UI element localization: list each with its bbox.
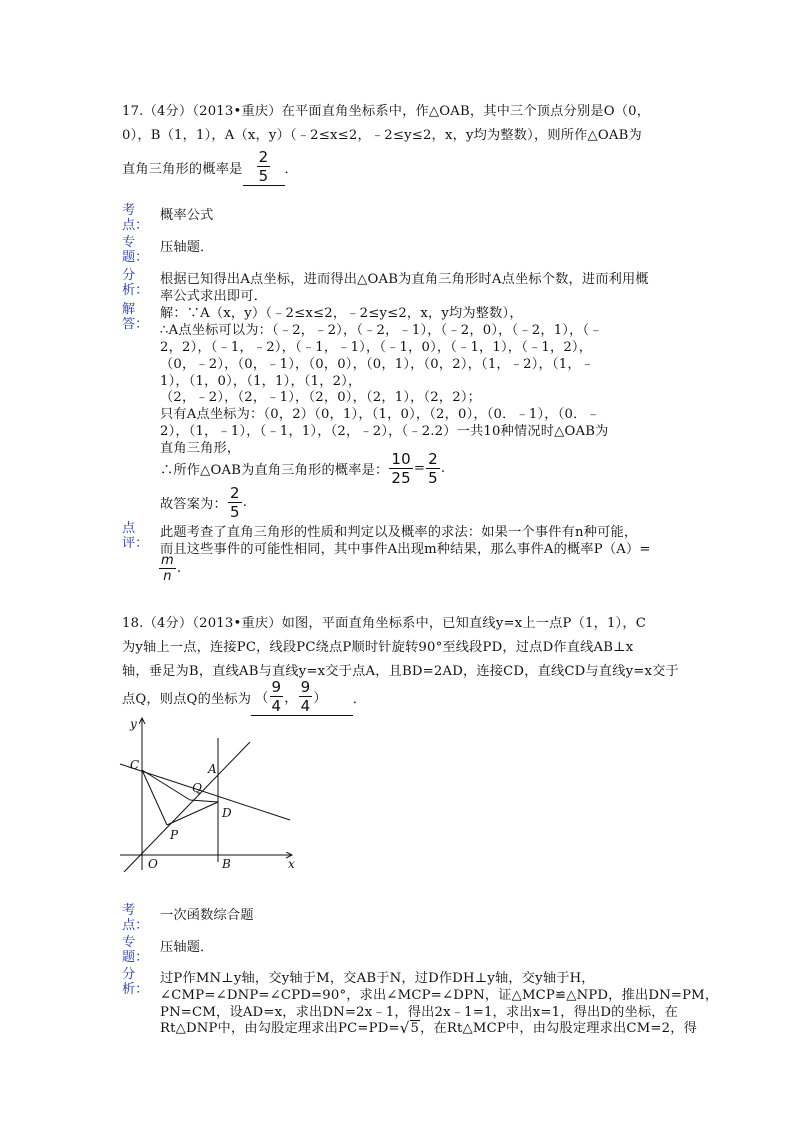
label-q: Q: [192, 781, 202, 795]
q18-answer-y-denominator: 4: [300, 697, 311, 715]
q18-fenxi-label: [122, 967, 148, 997]
q18-fenxi-line-1: 过P作MN⊥y轴，交y轴于M，交AB于N，过D作DH⊥y轴，交y轴于H，: [160, 971, 595, 986]
q18-zhuanti-label: [122, 935, 148, 965]
q17-answer-blank: [243, 148, 285, 186]
q18-kaodian-text: 一次函数综合题: [160, 908, 254, 923]
q17-question-tail: 直角三角形的概率是: [122, 161, 243, 177]
segment-q-d: [190, 800, 218, 802]
q17-dianping-label: [122, 521, 148, 551]
q18-zhuanti-text: 压轴题．: [160, 940, 214, 955]
q18-fenxi-line-3: PN=CM，设AD=x，求出DN=2x﹣1，得出2x﹣1=1，求出x=1，得出D的坐标，在: [160, 1005, 679, 1020]
q18-sqrt-radicand: 5: [410, 1021, 420, 1036]
q17-text-line-2: 0），B（1，1），A（x，y）（﹣2≤x≤2，﹣2≤y≤2，x，y均为整数），则所作△OAB为: [122, 128, 642, 143]
q17-answer-fraction: [257, 148, 271, 185]
q18-fenxi-label-2: 析：: [122, 982, 149, 997]
q18-answer-x-numerator: 9: [271, 678, 282, 696]
q17-jieda-line-8: 2），（1，﹣1），（﹣1，1），（2，﹣2），（﹣2.2）一共10种情况时△OAB为: [160, 424, 609, 439]
q17-jieda-label-2: 答：: [122, 317, 149, 332]
q17-fenxi-line-1: 根据已知得出A点坐标，进而得出△OAB为直角三角形时A点坐标个数，进而利用概: [160, 272, 649, 287]
q17-probability-numerator-2: 2: [428, 450, 438, 468]
q17-answer-line: [160, 484, 247, 521]
q17-fenxi-label-1: 分: [122, 268, 136, 283]
q18-text-line-1: 18.（4分）（2013•重庆）如图，平面直角坐标系中，已知直线y=x上一点P（1，1），C: [122, 616, 647, 631]
q17-dianping-line-1: 此题考查了直角三角形的性质和判定以及概率的求法：如果一个事件有n种可能，: [160, 525, 638, 540]
q17-jieda-line-5: 1），（1，0），（1，1），（1，2），: [160, 374, 362, 389]
q17-text-line-3: [122, 148, 298, 186]
q18-answer-fraction-y: [299, 678, 313, 715]
q18-zhuanti-label-1: 专: [122, 935, 136, 950]
q17-zhuanti-label-1: 专: [122, 235, 136, 250]
q18-text-line-3: 轴，垂足为B，直线AB与直线y=x交于点A，且BD=2AD，连接CD，直线CD与直线y=x交于: [122, 664, 679, 679]
q17-dianping-formula: [158, 553, 181, 584]
q17-dianping-denominator: n: [163, 569, 172, 584]
q18-text-line-2: 为y轴上一点，连接PC，线段PC绕点P顺时针旋转90°至线段PD，过点D作直线AB⊥x: [122, 640, 634, 655]
q18-fenxi-label-1: 分: [122, 967, 136, 982]
q18-kaodian-label-2: 点：: [122, 918, 149, 933]
q18-question-period: ．: [352, 691, 367, 707]
q17-dianping-period: .: [176, 561, 182, 576]
q18-answer-fraction-x: [270, 678, 284, 715]
q17-answer-text: 故答案为：: [160, 497, 227, 512]
q17-fenxi-label-2: 析：: [122, 283, 149, 298]
q18-answer-y-numerator: 9: [300, 678, 311, 696]
q17-jieda-line-3: 2，2），（﹣1，﹣2），（﹣1，﹣1），（﹣1，0），（﹣1，1），（﹣1，2），: [160, 340, 593, 355]
label-x: x: [288, 857, 295, 871]
q17-kaodian-label-2: 点：: [122, 218, 149, 233]
q17-final-answer-period: .: [242, 495, 248, 510]
q17-probability-numerator-1: 10: [391, 450, 411, 468]
q17-jieda-line-1: 解：∵A（x，y）（﹣2≤x≤2，﹣2≤y≤2，x，y均为整数），: [160, 306, 523, 321]
q18-question-tail: 点Q，则点Q的坐标为: [122, 691, 252, 707]
q18-text-line-4: [122, 678, 366, 716]
q18-answer-x-denominator: 4: [271, 697, 282, 715]
q18-fenxi-line-2: ∠CMP=∠DNP=∠CPD=90°，求出∠MCP=∠DPN，证△MCP≌△NPD，推出DN=PM，: [160, 988, 719, 1003]
label-a: A: [208, 762, 217, 776]
q17-dianping-numerator: m: [161, 553, 174, 568]
label-d: D: [222, 806, 232, 820]
q17-zhuanti-text: 压轴题．: [160, 240, 214, 255]
label-p: P: [170, 828, 179, 842]
q17-probability-period: .: [440, 461, 446, 476]
q17-probability-line: [160, 450, 445, 487]
q17-probability-text: ∴所作△OAB为直角三角形的概率是：: [160, 463, 389, 478]
q18-kaodian-label: [122, 903, 148, 933]
q18-answer-blank: [251, 678, 353, 716]
segment-pd: [167, 802, 218, 825]
q18-fenxi-line-4-text: Rt△DNP中，由勾股定理求出PC=PD=: [160, 1021, 400, 1036]
label-o: O: [148, 857, 158, 871]
q17-jieda-line-2: ∴A点坐标可以为：（﹣2，﹣2），（﹣2，﹣1），（﹣2，0），（﹣2，1），（﹣: [160, 323, 603, 338]
q17-kaodian-text: 概率公式: [160, 208, 214, 223]
q17-final-answer-numerator: 2: [229, 484, 240, 502]
q17-jieda-line-9: 直角三角形，: [160, 441, 241, 456]
q17-kaodian-label: [122, 203, 148, 233]
q17-question-period: ．: [284, 161, 298, 177]
q17-zhuanti-label: [122, 235, 148, 265]
q18-fenxi-line-4-tail: ，在Rt△MCP中，由勾股定理求出CM=2，得: [420, 1021, 698, 1036]
q17-probability-fraction-2: [426, 450, 440, 487]
q17-fenxi-line-2: 率公式求出即可．: [160, 289, 268, 304]
q17-fenxi-label: [122, 268, 148, 298]
q17-dianping-label-2: 评：: [122, 536, 149, 551]
q18-answer-open-paren: （: [255, 691, 269, 706]
q17-probability-denominator-2: 5: [428, 469, 438, 487]
q18-zhuanti-label-2: 题：: [122, 950, 149, 965]
q18-sqrt-expression: [400, 1020, 420, 1036]
label-y: y: [130, 717, 137, 731]
q17-final-answer-fraction: [228, 484, 242, 521]
q17-dianping-fraction: [159, 553, 176, 584]
q17-probability-fraction-1: [389, 450, 413, 487]
q17-answer-numerator: 2: [258, 148, 269, 166]
sqrt-symbol-icon: √: [399, 1019, 410, 1037]
q18-coordinate-figure: [112, 712, 312, 872]
q17-zhuanti-label-2: 题：: [122, 250, 149, 265]
q17-jieda-line-7: 只有A点坐标为：（0，2）（0，1），（1，0），（2，0），（0．﹣1），（0．﹣: [160, 407, 600, 422]
q17-dianping-label-1: 点: [122, 521, 136, 536]
q18-fenxi-line-4: [160, 1017, 697, 1036]
q18-kaodian-label-1: 考: [122, 903, 136, 918]
q17-dianping-line-2: 而且这些事件的可能性相同，其中事件A出现m种结果，那么事件A的概率P（A）=: [160, 542, 651, 557]
q17-jieda-label: [122, 302, 148, 332]
q17-jieda-label-1: 解: [122, 302, 136, 317]
q17-probability-denominator-1: 25: [391, 469, 411, 487]
q17-final-answer-denominator: 5: [229, 503, 240, 521]
q17-probability-equals: =: [413, 461, 426, 476]
q18-answer-comma: ，: [284, 691, 298, 706]
label-b: B: [222, 857, 231, 871]
q17-answer-denominator: 5: [258, 167, 269, 185]
label-c: C: [130, 758, 140, 772]
q17-kaodian-label-1: 考: [122, 203, 136, 218]
q18-answer-close-paren: ）: [313, 691, 327, 706]
q17-text-line-1: 17.（4分）（2013•重庆）在平面直角坐标系中，作△OAB，其中三个顶点分别是O（0，: [122, 104, 651, 119]
q17-jieda-line-6: （2，﹣2），（2，﹣1），（2，0），（2，1），（2，2）；: [160, 390, 482, 405]
q17-jieda-line-4: （0，﹣2），（0，﹣1），（0，0），（0，1），（0，2），（1，﹣2），（1，﹣: [160, 357, 595, 372]
